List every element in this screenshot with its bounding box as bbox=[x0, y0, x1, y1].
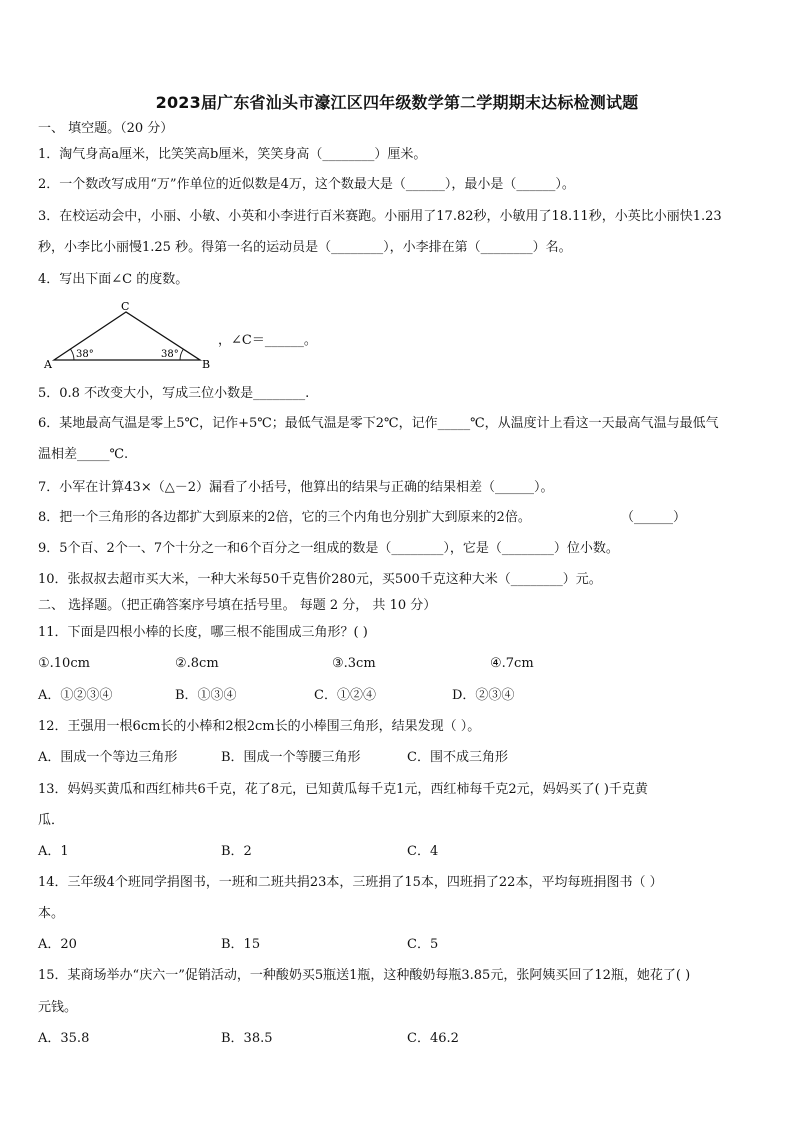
question-8-blank: （______） bbox=[621, 510, 687, 525]
question-5: 5．0.8 不改变大小，写成三位小数是________. bbox=[38, 386, 310, 401]
question-6-line-2: 温相差_____℃. bbox=[38, 447, 129, 462]
question-8: 8．把一个三角形的各边都扩大到原来的2倍，它的三个内角也分别扩大到原来的2倍。 bbox=[38, 510, 531, 525]
question-4: 4．写出下面∠C 的度数。 bbox=[38, 272, 189, 287]
question-1: 1．淘气身高a厘米，比笑笑高b厘米，笑笑身高（________）厘米。 bbox=[38, 147, 427, 162]
q11-option-c: C．①②④ bbox=[314, 688, 376, 703]
q11-item-4: ④.7cm bbox=[490, 656, 534, 671]
q13-option-c: C．4 bbox=[407, 844, 439, 859]
q12-option-a: A．围成一个等边三角形 bbox=[38, 750, 178, 765]
angle-b-label: 38° bbox=[161, 349, 179, 360]
q14-option-c: C．5 bbox=[407, 937, 439, 952]
question-2: 2．一个数改写成用“万”作单位的近似数是4万，这个数最大是（______），最小是（______）。 bbox=[38, 177, 575, 192]
angle-a-label: 38° bbox=[76, 349, 94, 360]
q11-item-3: ③.3cm bbox=[332, 656, 376, 671]
q15-option-a: A．35.8 bbox=[38, 1031, 90, 1046]
vertex-c-label: C bbox=[121, 300, 130, 313]
q13-option-a: A．1 bbox=[38, 844, 69, 859]
question-14-line-2: 本。 bbox=[38, 906, 65, 921]
q14-option-a: A．20 bbox=[38, 937, 77, 952]
question-6-line-1: 6．某地最高气温是零上5℃，记作+5℃；最低气温是零下2℃，记作_____℃，从温度计上看这一天最高气温与最低气 bbox=[38, 416, 719, 431]
question-12: 12．王强用一根6cm长的小棒和2根2cm长的小棒围三角形，结果发现（ ）。 bbox=[38, 719, 481, 734]
q13-option-b: B．2 bbox=[221, 844, 252, 859]
q11-option-b: B．①③④ bbox=[175, 688, 237, 703]
question-7: 7．小军在计算43×（△－2）漏看了小括号，他算出的结果与正确的结果相差（______）。 bbox=[38, 480, 554, 495]
question-3-line-1: 3．在校运动会中，小丽、小敏、小英和小李进行百米赛跑。小丽用了17.82秒，小敏用了18.11秒，小英比小丽快1.23 bbox=[38, 209, 722, 224]
vertex-b-label: B bbox=[202, 358, 211, 371]
question-14-line-1: 14．三年级4个班同学捐图书，一班和二班共捐23本，三班捐了15本，四班捐了22本，平均每班捐图书（ ） bbox=[38, 875, 663, 890]
q11-item-2: ②.8cm bbox=[175, 656, 219, 671]
vertex-a-label: A bbox=[44, 358, 52, 371]
page-title: 2023届广东省汕头市濠江区四年级数学第二学期期末达标检测试题 bbox=[155, 93, 639, 112]
question-15-line-2: 元钱。 bbox=[38, 1000, 78, 1015]
section-fill-in-heading: 一、 填空题。（20 分） bbox=[38, 121, 174, 136]
q12-option-b: B．围成一个等腰三角形 bbox=[221, 750, 361, 765]
q11-option-d: D．②③④ bbox=[452, 688, 515, 703]
question-10: 10．张叔叔去超市买大米，一种大米每50千克售价280元，买500千克这种大米（________）元。 bbox=[38, 572, 602, 587]
question-13-line-1: 13．妈妈买黄瓜和西红柿共6千克，花了8元，已知黄瓜每千克1元，西红柿每千克2元，妈妈买了( )千克黄 bbox=[38, 782, 648, 797]
angle-c-answer: ，∠C＝______。 bbox=[218, 333, 317, 348]
question-9: 9．5个百、2个一、7个十分之一和6个百分之一组成的数是（________），它是（________）位小数。 bbox=[38, 541, 619, 556]
q11-item-1: ①.10cm bbox=[38, 656, 90, 671]
question-11: 11．下面是四根小棒的长度，哪三根不能围成三角形？( ) bbox=[38, 625, 368, 640]
angle-b-arc bbox=[180, 349, 183, 360]
question-15-line-1: 15．某商场举办“庆六一”促销活动，一种酸奶买5瓶送1瓶，这种酸奶每瓶3.85元，张阿姨买回了12瓶，她花了( ) bbox=[38, 968, 691, 983]
question-13-line-2: 瓜． bbox=[38, 813, 65, 828]
q11-option-a: A．①②③④ bbox=[38, 688, 113, 703]
section-choice-heading: 二、 选择题。（把正确答案序号填在括号里。 每题 2 分， 共 10 分） bbox=[38, 598, 437, 613]
q15-option-b: B．38.5 bbox=[221, 1031, 273, 1046]
question-3-line-2: 秒，小李比小丽慢1.25 秒。得第一名的运动员是（________），小李排在第（________）名。 bbox=[38, 240, 572, 255]
q14-option-b: B．15 bbox=[221, 937, 261, 952]
q12-option-c: C．围不成三角形 bbox=[407, 750, 508, 765]
angle-a-arc bbox=[71, 349, 74, 360]
q15-option-c: C．46.2 bbox=[407, 1031, 459, 1046]
triangle-figure bbox=[36, 300, 216, 372]
